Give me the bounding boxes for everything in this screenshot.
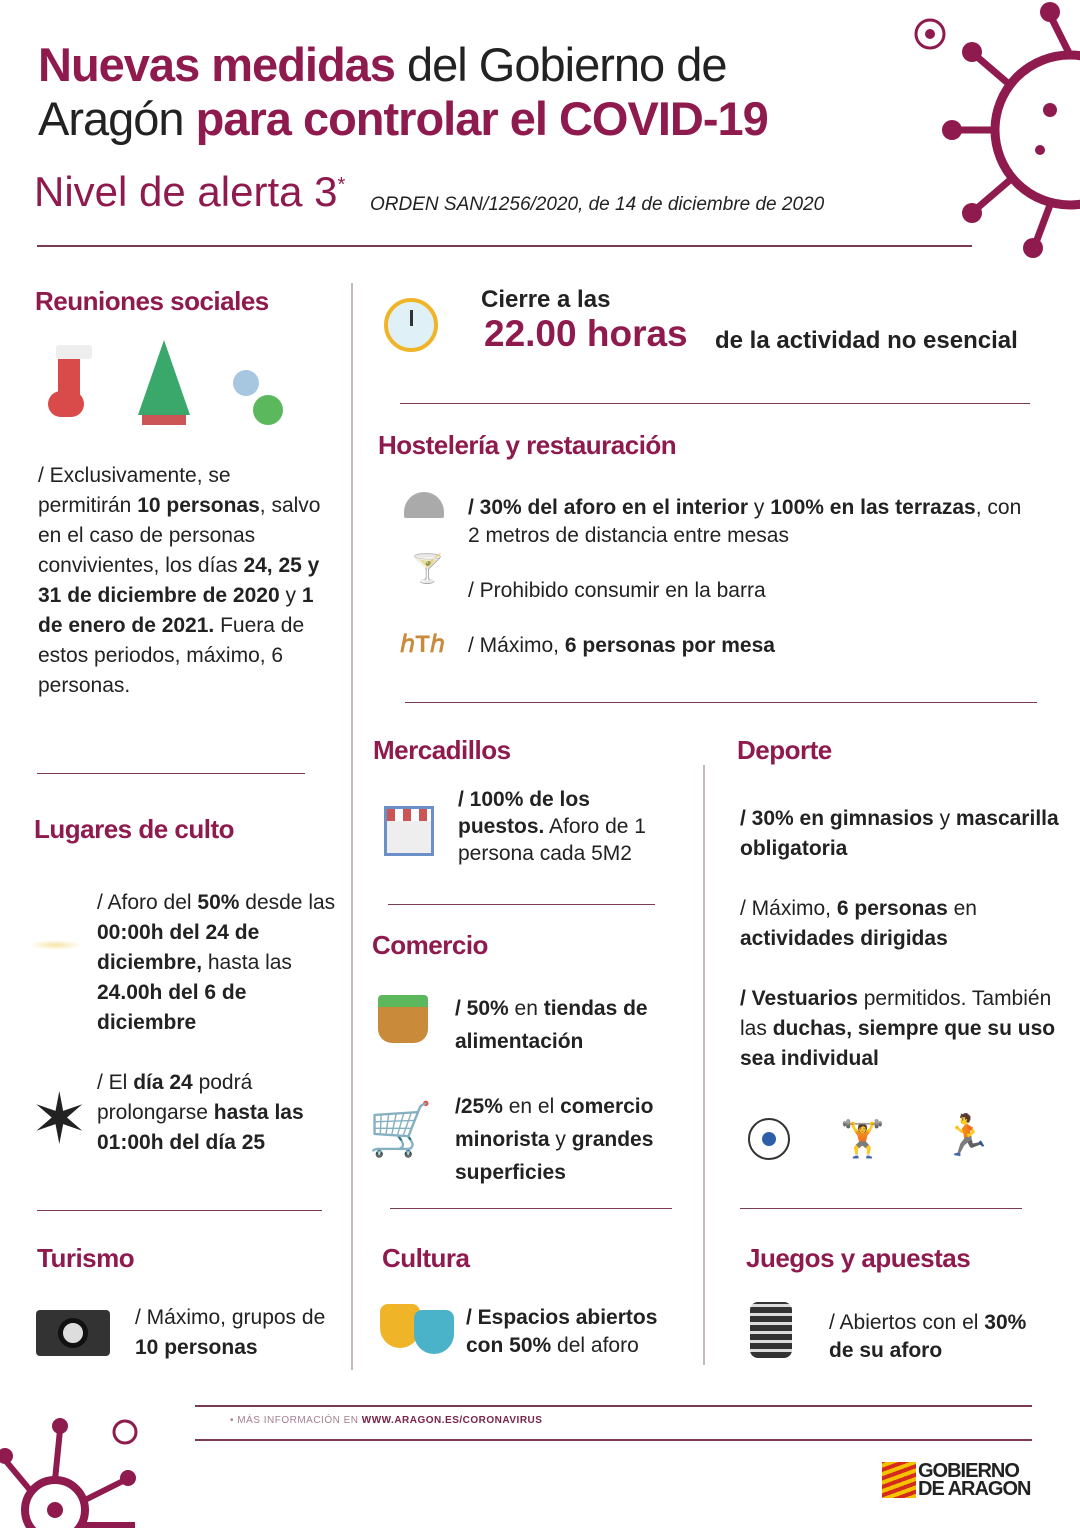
logo-line-2: DE ARAGON (918, 1478, 1031, 1500)
divider (400, 403, 1030, 404)
aragon-flag-icon (882, 1462, 916, 1498)
column-divider (351, 283, 353, 1370)
deporte-item-3 (740, 984, 1060, 1074)
alert-level-text: Nivel de alerta 3 (34, 168, 338, 215)
mercadillos-text (458, 786, 678, 867)
text-segment: , salvo en el caso de personas convivientes, los días (38, 494, 321, 577)
section-title-cultura: Cultura (382, 1243, 470, 1273)
deporte-item-1 (740, 804, 1060, 864)
alarm-clock-icon (382, 292, 440, 356)
text-segment: para controlar el COVID-19 (195, 92, 768, 145)
footer-divider-bottom (195, 1439, 1032, 1441)
section-title-hosteleria: Hostelería y restauración (378, 430, 677, 460)
text-segment: Aforo de 1 persona cada 5M2 (458, 815, 646, 865)
text-segment: y (933, 807, 956, 830)
text-segment: en (508, 997, 544, 1020)
text-segment: 24.00h del 6 de diciembre (97, 981, 247, 1034)
runner-icon: 🏃 (942, 1114, 992, 1158)
title-line-1 (38, 38, 768, 92)
text-segment: / Espacios abiertos con 50% (466, 1306, 658, 1357)
footer-url-link[interactable]: WWW.ARAGON.ES/CORONAVIRUS (361, 1415, 543, 1426)
footer-divider-top (195, 1405, 1032, 1407)
cocktail-icon: 🍸 (410, 553, 445, 584)
culto-item-2 (97, 1068, 337, 1158)
soccer-ball-icon (748, 1118, 790, 1160)
cultura-text (466, 1304, 686, 1360)
text-segment: Nuevas medidas (38, 38, 395, 91)
gobierno-aragon-logo (882, 1462, 1030, 1498)
text-segment: tiendas de alimentación (455, 997, 648, 1053)
text-segment: / 50% (455, 997, 509, 1020)
footer-info (230, 1415, 542, 1426)
text-segment: Fuera de estos periodos, máximo, 6 personas. (38, 614, 305, 697)
culto-item-1 (97, 888, 347, 1038)
section-title-mercadillos: Mercadillos (373, 735, 511, 765)
sparkle-icon (28, 940, 83, 950)
section-title-comercio: Comercio (372, 930, 488, 960)
virus-icon (940, 0, 1080, 260)
text-segment: desde las (239, 891, 336, 914)
text-segment: permitidos. También las (740, 987, 1052, 1040)
shopping-cart-icon: 🛒 (368, 1101, 433, 1159)
hosteleria-item-3 (468, 631, 775, 661)
title-line-2 (38, 92, 768, 146)
footer-info-text: • MÁS INFORMACIÓN EN (230, 1415, 362, 1426)
logo-line-1: GOBIERNO (918, 1460, 1019, 1482)
text-segment: en el (502, 1095, 561, 1118)
text-segment: 1 de enero de 2021. (38, 584, 314, 637)
text-segment: del Gobierno de (394, 38, 727, 91)
hosteleria-item-1 (468, 494, 1038, 550)
weightlifter-icon: 🏋 (840, 1118, 885, 1159)
text-segment: mascarilla obligatoria (740, 807, 1059, 860)
text-segment: / 100% de los puestos. (458, 788, 590, 838)
serving-tray-icon (404, 492, 444, 518)
text-segment: 10 personas (135, 1336, 258, 1359)
text-segment: en (947, 897, 977, 920)
text-segment: / 30% del aforo en el interior (468, 496, 749, 519)
alert-level-mark: * (337, 174, 346, 196)
header-divider (37, 245, 972, 247)
text-segment: hasta las (202, 951, 292, 974)
market-stall-icon (384, 806, 434, 856)
hosteleria-item-2 (468, 576, 766, 606)
cierre-rest: de la actividad no esencial (715, 327, 1018, 354)
virus-icon-bottom (0, 1410, 150, 1528)
text-segment: Aragón (38, 92, 196, 145)
comercio-item-2 (455, 1090, 695, 1189)
section-title-juegos: Juegos y apuestas (746, 1243, 971, 1273)
text-segment: 10 personas (137, 494, 260, 517)
section-title-turismo: Turismo (37, 1243, 135, 1273)
grocery-basket-icon (378, 995, 428, 1043)
text-segment: actividades dirigidas (740, 927, 948, 950)
camera-icon (36, 1310, 110, 1356)
text-segment: comercio minorista (455, 1095, 654, 1151)
text-segment: 50% (197, 891, 240, 914)
text-segment: 100% en las terrazas (770, 496, 976, 519)
poker-chips-icon (750, 1302, 792, 1358)
text-segment: 30% de su aforo (829, 1311, 1027, 1362)
text-segment: / Vestuarios (740, 987, 858, 1010)
divider (405, 702, 1037, 703)
text-segment: 6 personas (836, 897, 948, 920)
divider (37, 773, 305, 774)
text-segment: del aforo (551, 1334, 639, 1357)
divider (390, 1208, 672, 1209)
text-segment: / Máximo, (740, 897, 837, 920)
cierre-time: 22.00 horas (484, 313, 688, 354)
deporte-item-2 (740, 894, 1060, 954)
text-segment: /25% (455, 1095, 503, 1118)
text-segment: / Abiertos con el (829, 1311, 985, 1334)
text-segment: / Máximo, grupos de (135, 1306, 326, 1329)
juegos-text (829, 1309, 1049, 1365)
text-segment: y (748, 496, 771, 519)
text-segment: / Máximo, (468, 634, 565, 657)
text-segment: / Prohibido consumir en la barra (468, 579, 766, 602)
star-icon: ✶ (30, 1080, 89, 1158)
reuniones-text (38, 461, 328, 701)
text-segment: grandes superficies (455, 1128, 654, 1184)
text-segment: y (549, 1128, 572, 1151)
text-segment: hasta las 01:00h del día 25 (97, 1101, 304, 1154)
cierre-label: Cierre a las (481, 286, 611, 313)
table-chairs-icon: ℎTℎ (400, 631, 446, 658)
turismo-text (135, 1303, 335, 1363)
divider (740, 1208, 1022, 1209)
text-segment: / Aforo del (97, 891, 198, 914)
text-segment: y (279, 584, 302, 607)
comercio-item-1 (455, 992, 695, 1058)
text-segment: duchas, siempre que su uso sea individual (740, 1017, 1056, 1070)
page-title (38, 38, 768, 146)
column-divider-2 (703, 765, 705, 1365)
text-segment: 00:00h del 24 de diciembre, (97, 921, 260, 974)
text-segment: día 24 (133, 1071, 193, 1094)
text-segment: , con 2 metros de distancia entre mesas (468, 496, 1022, 547)
section-title-culto: Lugares de culto (34, 814, 235, 844)
section-title-deporte: Deporte (737, 735, 832, 765)
theater-masks-icon (380, 1300, 456, 1354)
ornaments-icon (228, 340, 283, 428)
text-segment: / Exclusivamente, se permitirán (38, 464, 231, 517)
alert-level (34, 168, 345, 216)
christmas-tree-icon (138, 340, 190, 428)
text-segment: podrá prolongarse (97, 1071, 253, 1124)
divider (388, 904, 655, 905)
text-segment: / El (97, 1071, 134, 1094)
divider (37, 1210, 322, 1211)
text-segment: 6 personas por mesa (564, 634, 775, 657)
order-reference: ORDEN SAN/1256/2020, de 14 de diciembre de 2020 (370, 194, 825, 215)
text-segment: / 30% en gimnasios (740, 807, 934, 830)
small-virus-icon (905, 12, 955, 57)
text-segment: 24, 25 y 31 de diciembre de 2020 (38, 554, 320, 607)
section-title-reuniones: Reuniones sociales (35, 286, 269, 316)
stocking-icon (48, 345, 93, 425)
